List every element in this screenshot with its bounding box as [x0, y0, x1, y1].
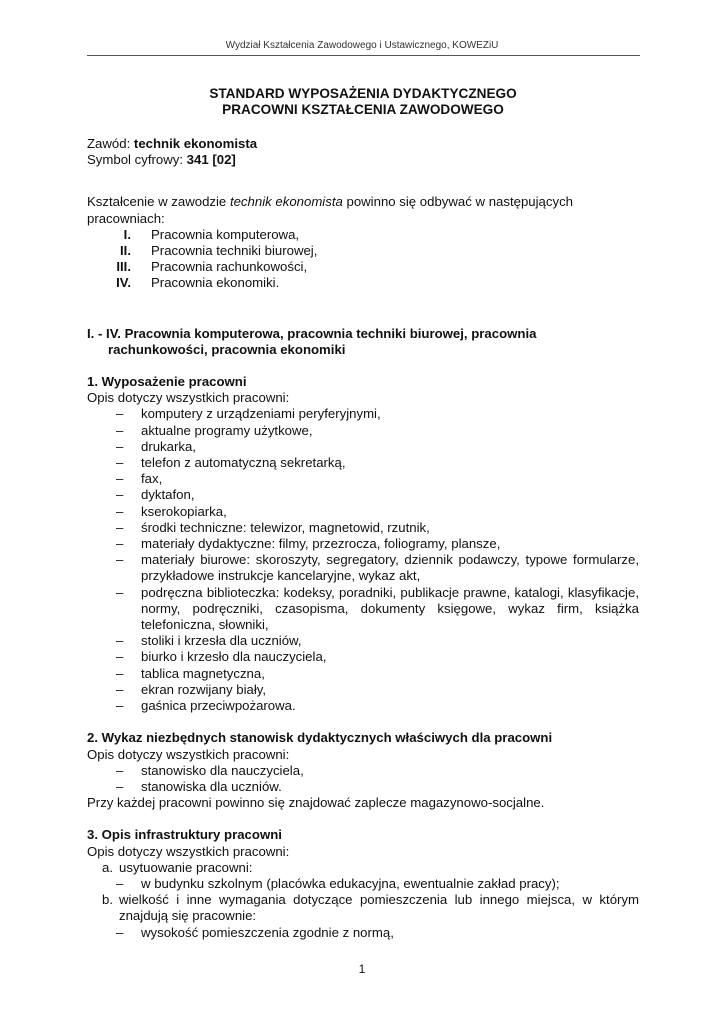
dash-bullet: –: [116, 487, 124, 503]
workshop-list: [87, 227, 639, 292]
page-number: 1: [358, 962, 366, 976]
list-text: fax,: [141, 471, 163, 487]
intro-prefix: Kształcenie w zawodzie: [87, 194, 230, 210]
list-text: ekran rozwijany biały,: [141, 681, 267, 697]
title-line-1: STANDARD WYPOSAŻENIA DYDAKTYCZNEGO: [209, 86, 517, 101]
intro-italic: technik ekonomista: [229, 194, 343, 210]
dash-bullet: –: [116, 422, 124, 438]
list-text: stanowisko dla nauczyciela,: [141, 762, 304, 778]
running-header: Wydział Kształcenia Zawodowego i Ustawicznego, KOWEZiU: [225, 40, 499, 51]
profession-label: Zawód:: [87, 136, 134, 151]
dash-bullet: –: [116, 455, 124, 471]
list-text: telefon z automatyczną sekretarką,: [141, 455, 346, 471]
section-3-note: Opis dotyczy wszystkich pracowni:: [87, 843, 290, 859]
list-text: stoliki i krzesła dla uczniów,: [141, 633, 302, 649]
list-item: [87, 682, 639, 698]
dash-bullet: –: [116, 633, 124, 649]
list-text: stanowiska dla uczniów.: [141, 778, 282, 794]
list-number: II.: [120, 243, 131, 259]
dash-bullet: –: [116, 406, 124, 422]
header-rule: [87, 55, 640, 56]
section-3-heading: 3. Opis infrastruktury pracowni: [87, 827, 282, 843]
list-text: materiały dydaktyczne: filmy, przezrocza, foliogramy, plansze,: [141, 536, 501, 552]
list-text: drukarka,: [141, 438, 196, 454]
document-title: [87, 86, 639, 118]
list-letter: a.: [102, 859, 113, 875]
list-item: [87, 633, 639, 649]
profession-line: [87, 136, 639, 152]
list-text: podręczna biblioteczka: kodeksy, poradniki, publikacje prawne, katalogi, klasyfikacje, normy, podręczniki, czasopisma, dokumenty księgowe, wykaz firm, książka telefoniczna, słowniki,: [141, 584, 639, 633]
workstation-list: [87, 763, 639, 795]
dash-bullet: –: [116, 471, 124, 487]
list-item: [87, 925, 639, 941]
profession-value: technik ekonomista: [133, 136, 258, 151]
list-text: biurko i krzesło dla nauczyciela,: [141, 649, 327, 665]
list-text: aktualne programy użytkowe,: [141, 422, 313, 438]
list-item: [87, 763, 639, 779]
dash-bullet: –: [116, 665, 124, 681]
list-text: wysokość pomieszczenia zgodnie z normą,: [141, 924, 394, 940]
dash-bullet: –: [116, 649, 124, 665]
intro-paragraph: [87, 194, 587, 226]
list-item: [87, 259, 639, 275]
list-item: [87, 552, 639, 584]
dash-bullet: –: [116, 584, 124, 600]
list-letter: b.: [102, 892, 113, 908]
list-label: Pracownia rachunkowości,: [151, 259, 308, 275]
list-text: w budynku szkolnym (placówka edukacyjna, ewentualnie zakład pracy);: [141, 875, 560, 891]
list-text: tablica magnetyczna,: [141, 665, 265, 681]
section-2-footer: Przy każdej pracowni powinno się znajdować zaplecze magazynowo-socjalne.: [87, 795, 545, 811]
section-1-note: Opis dotyczy wszystkich pracowni:: [87, 390, 290, 406]
list-label: Pracownia techniki biurowej,: [151, 243, 318, 259]
symbol-label: Symbol cyfrowy:: [87, 152, 187, 168]
dash-bullet: –: [116, 778, 124, 794]
list-item: [87, 649, 639, 665]
list-item: [87, 455, 639, 471]
list-number: III.: [116, 259, 131, 275]
dash-bullet: –: [116, 762, 124, 778]
list-text: usytuowanie pracowni:: [119, 859, 253, 875]
dash-bullet: –: [116, 681, 124, 697]
list-item: [87, 227, 639, 243]
list-item: [87, 779, 639, 795]
list-text: materiały biurowe: skoroszyty, segregatory, dziennik podawczy, typowe formularze, przykładowe instrukcje kancelaryjne, wykaz akt,: [141, 552, 639, 584]
list-item: [87, 487, 639, 503]
list-item: [87, 471, 639, 487]
dash-bullet: –: [116, 503, 124, 519]
dash-bullet: –: [116, 875, 124, 891]
list-item: [87, 536, 639, 552]
list-label: Pracownia komputerowa,: [151, 226, 300, 242]
list-item: [87, 585, 639, 634]
intro-suffix: powinno się odbywać w następujących pracowniach:: [87, 194, 574, 226]
list-text: komputery z urządzeniami peryferyjnymi,: [141, 406, 381, 422]
list-item: [87, 860, 639, 876]
list-text: dyktafon,: [141, 487, 195, 503]
list-item: [87, 698, 639, 714]
section-2-note: Opis dotyczy wszystkich pracowni:: [87, 746, 290, 762]
section-2-heading: 2. Wykaz niezbędnych stanowisk dydaktycznych właściwych dla pracowni: [87, 730, 553, 746]
list-item: [87, 666, 639, 682]
dash-bullet: –: [116, 536, 124, 552]
section-1-heading: 1. Wyposażenie pracowni: [87, 374, 247, 390]
symbol-value: 341 [02]: [186, 152, 236, 168]
main-heading-line-1: I. - IV. Pracownia komputerowa, pracownia techniki biurowej, pracownia: [87, 325, 537, 341]
equipment-list: [87, 406, 639, 714]
dash-bullet: –: [116, 438, 124, 454]
list-text: środki techniczne: telewizor, magnetowid, rzutnik,: [141, 519, 430, 535]
symbol-line: [87, 152, 639, 168]
list-number: I.: [123, 226, 131, 242]
list-text: wielkość i inne wymagania dotyczące pomieszczenia lub innego miejsca, w którym znajdują się pracownie:: [119, 892, 639, 924]
document-body: [87, 86, 639, 941]
dash-bullet: –: [116, 698, 124, 714]
list-label: Pracownia ekonomiki.: [151, 275, 280, 291]
list-text: kserokopiarka,: [141, 503, 227, 519]
list-item: [87, 243, 639, 259]
list-item: [87, 520, 639, 536]
main-heading-line-2: rachunkowości, pracownia ekonomiki: [108, 341, 346, 357]
list-text: gaśnica przeciwpożarowa.: [141, 698, 296, 714]
dash-bullet: –: [116, 519, 124, 535]
dash-bullet: –: [116, 924, 124, 940]
title-line-2: PRACOWNI KSZTAŁCENIA ZAWODOWEGO: [222, 102, 504, 117]
list-item: [87, 406, 639, 422]
list-item: [87, 423, 639, 439]
dash-bullet: –: [116, 552, 124, 568]
list-item: [87, 504, 639, 520]
list-item: [87, 892, 639, 924]
list-item: [87, 439, 639, 455]
list-number: IV.: [116, 275, 131, 291]
list-item: [87, 876, 639, 892]
list-item: [87, 275, 639, 291]
